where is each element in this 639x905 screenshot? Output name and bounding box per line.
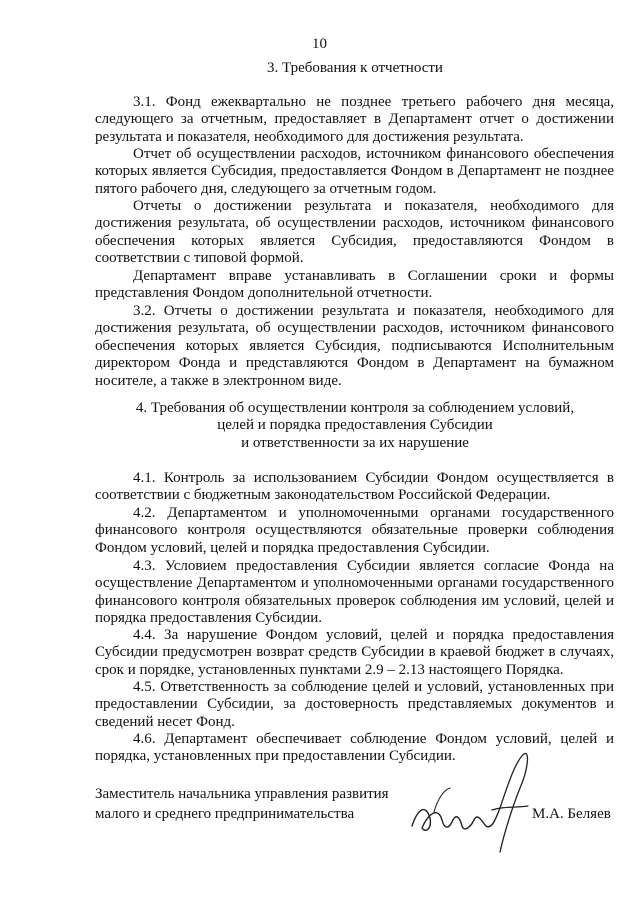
paragraph-3-1-additional-reporting: Департамент вправе устанавливать в Соглашении сроки и формы представления Фондом дополнительной отчетности. <box>95 268 614 302</box>
signatory-position-line: Заместитель начальника управления развития <box>95 786 389 802</box>
signatory-name: М.А. Беляев <box>532 806 611 822</box>
signatory-position-line: малого и среднего предпринимательства <box>95 806 355 822</box>
page-number: 10 <box>312 36 327 52</box>
paragraph-4-4: 4.4. За нарушение Фондом условий, целей и порядка предоставления Субсидии предусмотрен возврат средств Субсидии в краевой бюджет в случаях, срок и порядке, установленных пунктами 2.9 – 2.13 настоящего Порядка. <box>95 627 614 678</box>
signatory-position <box>95 784 415 824</box>
paragraph-4-3: 4.3. Условием предоставления Субсидии является согласие Фонда на осуществление Департаментом и уполномоченными органами государственного финансового контроля обязательных проверок соблюдения им условий, целей и порядка предоставления Субсидии. <box>95 558 614 627</box>
paragraph-4-5: 4.5. Ответственность за соблюдение целей и условий, установленных при предоставлении Субсидии, за достоверность представляемых документов и сведений несет Фонд. <box>95 679 614 730</box>
paragraph-4-6: 4.6. Департамент обеспечивает соблюдение Фондом условий, целей и порядка, установленных при предоставлении Субсидии. <box>95 731 614 765</box>
paragraph-4-1: 4.1. Контроль за использованием Субсидии Фондом осуществляется в соответствии с бюджетным законодательством Российской Федерации. <box>95 470 614 504</box>
section-4-title <box>95 400 615 452</box>
section-4-title-line: и ответственности за их нарушение <box>241 434 469 451</box>
paragraph-3-2: 3.2. Отчеты о достижении результата и показателя, необходимого для достижения результата, об осуществлении расходов, источником финансового обеспечения которых является Субсидия, подписываются Исполнительным директором Фонда и представляются Фондом в Департамент на бумажном носителе, а также в электронном виде. <box>95 303 614 389</box>
paragraph-4-2: 4.2. Департаментом и уполномоченными органами государственного финансового контроля осуществляются обязательные проверки соблюдения Фондом условий, целей и порядка предоставления Субсидии. <box>95 505 614 556</box>
section-3-title: 3. Требования к отчетности <box>267 60 443 76</box>
paragraph-3-1-report-form: Отчеты о достижении результата и показателя, необходимого для достижения результата, об осуществлении расходов, источником финансового обеспечения которых является Субсидия, предоставляются Фондом в соответствии с типовой формой. <box>95 198 614 267</box>
paragraph-3-1-expense-report: Отчет об осуществлении расходов, источником финансового обеспечения которых является Субсидия, предоставляется Фондом в Департамент не позднее пятого рабочего дня, следующего за отчетным годом. <box>95 146 614 197</box>
section-4-title-line: целей и порядка предоставления Субсидии <box>217 417 493 434</box>
paragraph-3-1: 3.1. Фонд ежеквартально не позднее третьего рабочего дня месяца, следующего за отчетным, предоставляет в Департамент отчет о достижении результата и показателя, необходимого для достижения результата. <box>95 94 614 145</box>
handwritten-signature <box>404 748 544 858</box>
section-4-title-line: 4. Требования об осуществлении контроля за соблюдением условий, <box>135 400 575 416</box>
